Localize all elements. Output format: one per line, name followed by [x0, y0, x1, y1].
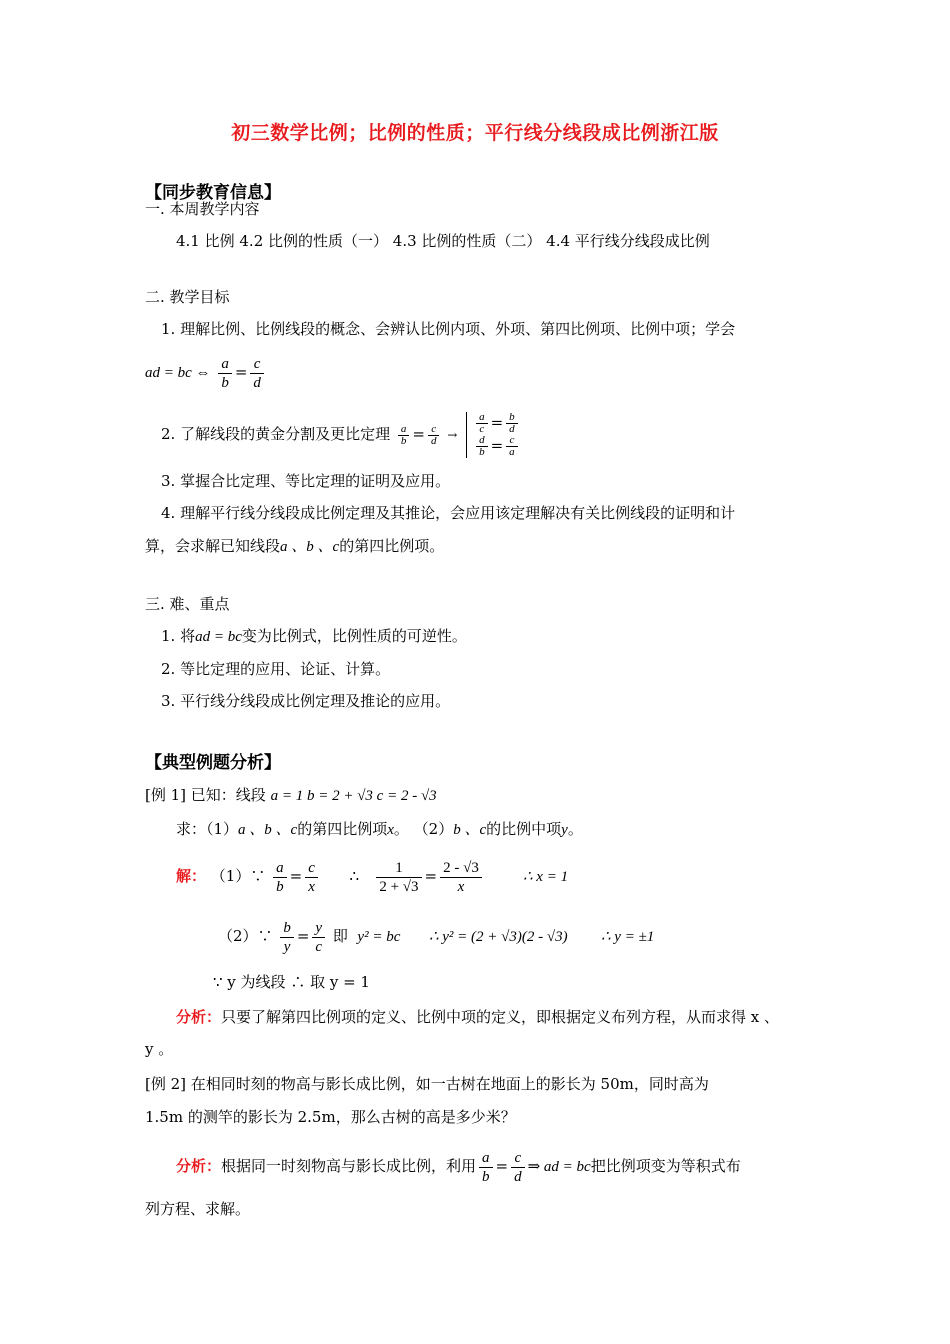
page-title: 初三数学比例；比例的性质；平行线分线段成比例浙江版 — [231, 122, 719, 144]
analysis-1 — [176, 1007, 779, 1027]
item-teaching-goals: 二. 教学目标 — [145, 288, 230, 306]
solution-step-3: ∵ y 为线段 ∴ 取 y = 1 — [213, 973, 370, 991]
solution-label: 解： — [176, 867, 207, 885]
content-list: 4.1 比例 4.2 比例的性质（一） 4.3 比例的性质（二） 4.4 平行线分线段成比例 — [176, 232, 710, 250]
example-1-question — [176, 819, 583, 840]
fraction-c-d: $\frac{c}{d}$ — [250, 355, 264, 392]
goal-1: 1. 理解比例、比例线段的概念、会辨认比例内项、外项、第四比例项、比例中项；学会 — [161, 320, 736, 338]
goal-2: 2. 了解线段的黄金分割及更比定理 $\frac{a}{b}$ = $\frac{c}{d}$ → $\frac{a}{c}$ = $\frac{b}{d}$ $\frac{d}{b}$ = $\frac{c}{a}$ — [161, 412, 521, 458]
formula-ad-bc: ad = bc ⇔ — [145, 365, 211, 381]
key-point-2: 2. 等比定理的应用、论证、计算。 — [161, 660, 391, 678]
goal-3: 3. 掌握合比定理、等比定理的证明及应用。 — [161, 472, 451, 490]
ex1-label: [例 1] 已知：线段 — [145, 786, 266, 804]
fraction-a-b-small: $\frac{a}{b}$ — [398, 424, 410, 447]
sol1-therefore: ∴ — [349, 867, 360, 885]
ex1-q-x: x — [387, 822, 394, 838]
sol2-result: ∴ y = ±1 — [601, 929, 655, 945]
ex1-q-mid: 的第四比例项 — [297, 820, 388, 838]
sol2-calc: ∴ y² = (2 + √3)(2 - √3) — [428, 929, 568, 945]
sol2-pre: （2）∵ — [218, 927, 273, 945]
kp1-formula: ad = bc — [195, 629, 242, 645]
fraction-a-b: $\frac{a}{b}$ — [218, 355, 232, 392]
section-heading-sync-info: 【同步教育信息】 — [145, 183, 281, 203]
goal-4a: 4. 理解平行线分线段成比例定理及其推论，会应用该定理解决有关比例线段的证明和计 — [161, 504, 736, 522]
ex1-q2-end: 。 — [567, 820, 583, 838]
ex1-q2-y: y — [561, 822, 568, 838]
solution-step-2: （2）∵ $\frac{b}{y}$ = $\frac{y}{c}$ 即 y² = bc ∴ y² = (2 + √3)(2 - √3) ∴ y = ±1 — [218, 919, 655, 955]
fraction-c-d-small: $\frac{c}{d}$ — [428, 424, 440, 447]
ex1-q2-pre: 。 （2） — [393, 820, 454, 838]
goal-2-text: 2. 了解线段的黄金分割及更比定理 — [161, 425, 391, 443]
item-week-content: 一. 本周教学内容 — [145, 200, 260, 218]
analysis-label: 分析： — [176, 1008, 222, 1026]
analysis-1b: y 。 — [145, 1040, 174, 1058]
analysis-2-label: 分析： — [176, 1157, 222, 1175]
analysis-2-mid: ⇒ ad = bc — [527, 1159, 591, 1175]
ex1-q2-mid: 的比例中项 — [486, 820, 562, 838]
goal-4b-pre: 算，会求解已知线段 — [145, 537, 281, 555]
analysis-1-text: 只要了解第四比例项的定义、比例中项的定义，即根据定义布列方程，从而求得 x 、 — [221, 1008, 780, 1026]
goal-4b-post: 的第四比例项。 — [339, 537, 445, 555]
ex1-q-pre: 求：（1） — [176, 820, 239, 838]
goal-1-formula: ad = bc ⇔ $\frac{a}{b}$ = $\frac{c}{d}$ — [145, 352, 267, 393]
goal-4b — [145, 536, 444, 557]
sol2-mid: 即 — [332, 927, 348, 945]
ex1-given-values: a = 1 b = 2 + √3 c = 2 - √3 — [270, 788, 437, 804]
analysis-2-post: 把比例项变为等积式布 — [590, 1157, 741, 1175]
item-key-points: 三. 难、重点 — [145, 595, 230, 613]
proportion-system: $\frac{a}{c}$ = $\frac{b}{d}$ $\frac{d}{b}$ = $\frac{c}{a}$ — [466, 412, 521, 458]
example-2-line-2: 1.5m 的测竿的影长为 2.5m，那么古树的高是多少米？ — [145, 1108, 516, 1126]
key-point-3: 3. 平行线分线段成比例定理及推论的应用。 — [161, 692, 451, 710]
kp1-pre: 1. 将 — [161, 627, 196, 645]
analysis-2b: 列方程、求解。 — [145, 1200, 251, 1218]
ex1-q-vars: a 、b 、c — [238, 822, 298, 838]
example-2-line-1: [例 2] 在相同时刻的物高与影长成比例，如一古树在地面上的影长为 50m，同时高为 — [145, 1075, 709, 1093]
key-point-1 — [161, 626, 467, 647]
ex1-q2-vars: b 、c — [453, 822, 487, 838]
solution-step-1: 解： （1）∵ $\frac{a}{b}$ = $\frac{c}{x}$ ∴ $\frac{1}{2 + √3}$ = $\frac{2 - √3}{x}$ ∴ x = 1 — [176, 859, 569, 895]
section-heading-examples: 【典型例题分析】 — [145, 753, 281, 773]
sol2-eq: y² = bc — [357, 929, 401, 945]
analysis-2: 分析：根据同一时刻物高与影长成比例，利用 $\frac{a}{b}$ = $\frac{c}{d}$ ⇒ ad = bc把比例项变为等积式布 — [176, 1149, 741, 1185]
sol1-pre: （1）∵ — [210, 867, 266, 885]
sol1-result: ∴ x = 1 — [523, 869, 569, 885]
example-1-given — [145, 785, 437, 806]
kp1-post: 变为比例式，比例性质的可逆性。 — [241, 627, 467, 645]
analysis-2-pre: 根据同一时刻物高与影长成比例，利用 — [221, 1157, 477, 1175]
goal-4b-vars: a 、b 、c — [280, 539, 340, 555]
